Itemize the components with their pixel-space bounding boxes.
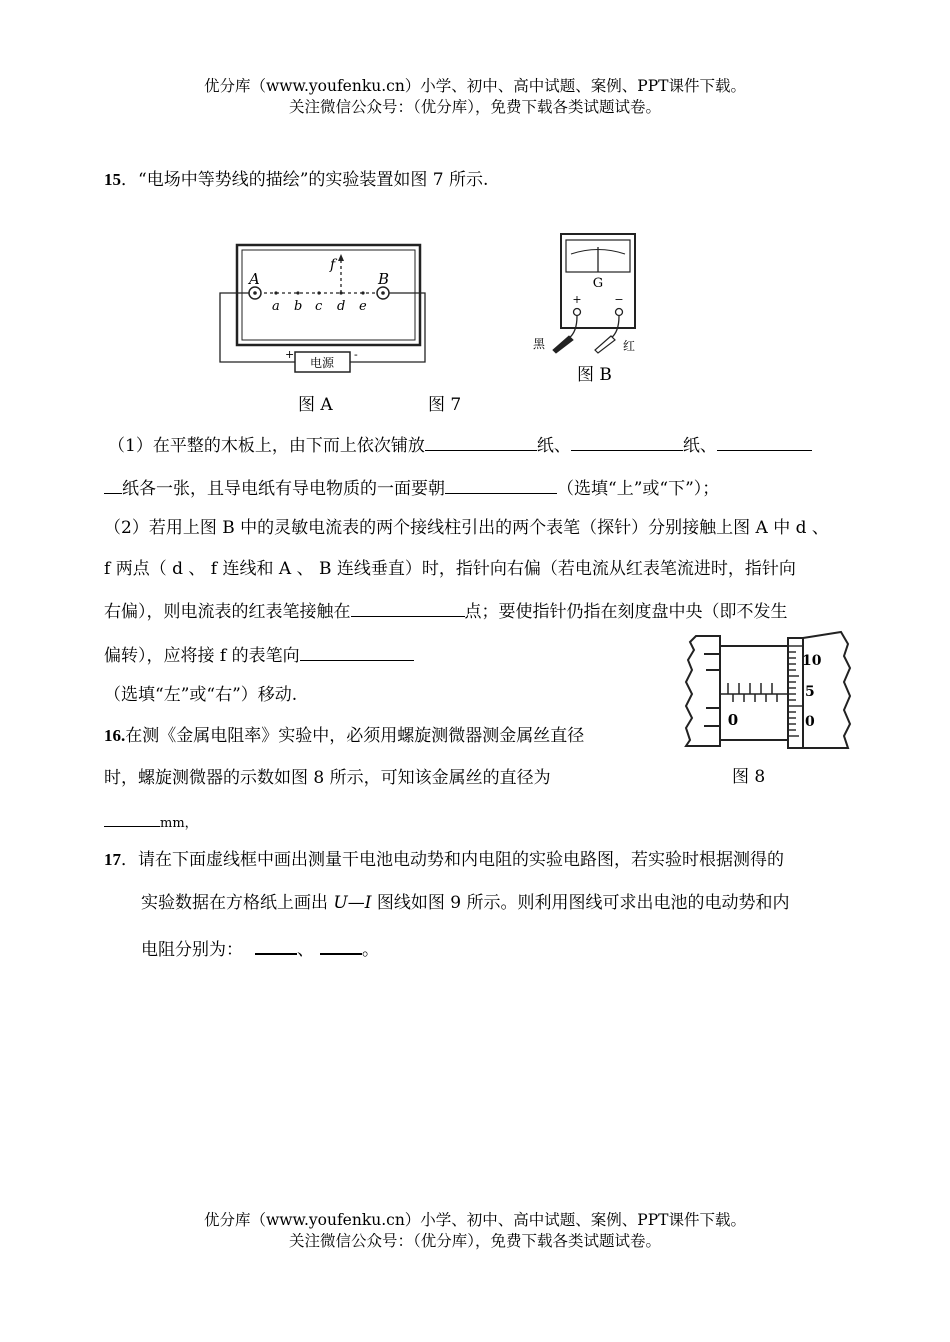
answer-blank[interactable]	[104, 477, 122, 494]
label-e: e	[359, 299, 367, 314]
answer-blank[interactable]	[104, 814, 160, 827]
figure-8-micrometer	[678, 628, 853, 756]
q15-part2-line4	[104, 644, 414, 668]
label-b: b	[294, 299, 303, 314]
q15-p2-text-d: 点；要使指针仍指在刻度盘中央（即不发生	[464, 602, 788, 622]
answer-blank[interactable]	[300, 644, 414, 661]
q15-p2-text-e: 偏转），应将接 f 的表笔向	[104, 646, 300, 666]
thimble-label-0: 0	[805, 714, 815, 730]
q15-part2-line3	[104, 600, 788, 624]
sleeve-zero: 0	[727, 711, 739, 729]
footer-line-1: 优分库（www.youfenku.cn）小学、初中、高中试题、案例、PPT课件下载。	[203, 1211, 747, 1229]
thimble-label-5: 5	[805, 684, 815, 700]
probe-black-label: 黑	[533, 337, 546, 351]
q15-part2-line2: f 两点（ d 、 f 连线和 A 、 B 连线垂直）时，指针向右偏（若电流从红表笔流进时，指针向	[104, 559, 796, 579]
power-plus: +	[285, 348, 295, 361]
q15-part1-line2	[104, 477, 719, 501]
q15-p1-text-e: （选填“上”或“下”）；	[557, 479, 720, 499]
answer-blank[interactable]	[571, 434, 683, 451]
label-A: A	[249, 270, 260, 288]
point-d-dot	[339, 291, 342, 294]
q17-line2	[141, 891, 789, 915]
q15-part2-line5: （选填“左”或“右”）移动.	[104, 685, 298, 705]
q15-title	[104, 168, 488, 192]
probe-black	[553, 336, 573, 353]
label-d: d	[337, 299, 346, 314]
figure-b-caption: 图 B	[577, 365, 612, 385]
f-arrow	[338, 254, 344, 261]
point-a-dot	[274, 291, 277, 294]
power-minus: -	[354, 348, 358, 361]
q17-text-2a: 实验数据在方格纸上画出	[141, 893, 334, 913]
point-e-dot	[361, 291, 364, 294]
thimble-label-10: 10	[802, 653, 822, 669]
terminal-plus-label: +	[572, 293, 582, 306]
answer-blank[interactable]	[320, 937, 362, 955]
q16-line1	[104, 724, 584, 748]
frame-left	[686, 636, 720, 746]
q15-part2-line1: （2）若用上图 B 中的灵敏电流表的两个接线柱引出的两个表笔（探针）分别接触上图 A 中 d 、	[104, 518, 829, 538]
probe-red-label: 红	[623, 339, 636, 353]
terminal-plus	[574, 309, 581, 316]
power-supply-label: 电源	[309, 356, 335, 370]
answer-blank[interactable]	[255, 937, 297, 955]
header-line-1: 优分库（www.youfenku.cn）小学、初中、高中试题、案例、PPT课件下载。	[203, 77, 747, 95]
q17-line1	[104, 848, 784, 872]
probe-red	[595, 336, 615, 353]
q16-number: 16.	[104, 726, 126, 745]
q17-symbol-i: I	[364, 893, 372, 913]
header-line-2: 关注微信公众号：（优分库），免费下载各类试题试卷。	[288, 98, 661, 116]
q15-part1-line1	[108, 434, 812, 458]
label-c: c	[315, 299, 323, 314]
q17-text-3a: 电阻分别为：	[141, 940, 243, 960]
label-B: B	[378, 270, 390, 288]
board-outer	[237, 245, 420, 345]
q15-p1-text-a: （1）在平整的木板上，由下而上依次铺放	[108, 436, 425, 456]
point-c-dot	[317, 291, 320, 294]
q17-text-end: 。	[362, 940, 379, 960]
figure-a-diagram	[215, 240, 435, 375]
q17-text-2b: 图线如图 9 所示。则利用图线可求出电池的电动势和内	[371, 893, 790, 913]
figure-a-caption: 图 A	[298, 395, 333, 415]
answer-blank[interactable]	[425, 434, 537, 451]
q15-p1-text-d: 纸各一张，且导电纸有导电物质的一面要朝	[122, 479, 445, 499]
q17-line3	[141, 937, 379, 962]
q16-line3	[104, 812, 198, 836]
answer-blank[interactable]	[445, 477, 557, 494]
q17-dash: —	[347, 893, 365, 913]
answer-blank[interactable]	[351, 600, 465, 617]
meter-label-g: G	[592, 276, 604, 291]
q15-number: 15	[104, 170, 121, 189]
footer-line-2: 关注微信公众号：（优分库），免费下载各类试题试卷。	[288, 1232, 661, 1250]
figure-8-caption: 图 8	[732, 767, 766, 787]
q16-unit: mm，	[160, 816, 198, 831]
label-f: f	[330, 257, 336, 273]
wire-left	[220, 293, 295, 362]
point-b-dot	[296, 291, 299, 294]
terminal-minus-label: −	[614, 293, 624, 306]
answer-blank[interactable]	[717, 434, 812, 451]
thimble	[788, 638, 803, 748]
q15-title-text: ．“电场中等势线的描绘”的实验装置如图 7 所示.	[121, 170, 489, 190]
q17-text-1: ．请在下面虚线框中画出测量干电池电动势和内电阻的实验电路图，若实验时根据测得的	[121, 850, 784, 870]
electrode-b-dot	[381, 291, 385, 295]
q15-p1-text-b: 纸、	[536, 436, 571, 456]
figure-b-galvanometer	[533, 232, 648, 360]
q17-symbol-u: U	[333, 893, 348, 913]
figure-7-caption: 图 7	[428, 395, 462, 415]
q16-line2: 时，螺旋测微器的示数如图 8 所示，可知该金属丝的直径为	[104, 768, 551, 788]
label-a: a	[272, 299, 280, 314]
q15-p2-text-c: 右偏），则电流表的红表笔接触在	[104, 602, 351, 622]
q17-number: 17	[104, 850, 121, 869]
q15-p1-text-c: 纸、	[682, 436, 717, 456]
q17-separator: 、	[297, 940, 314, 960]
electrode-a-dot	[253, 291, 257, 295]
terminal-minus	[616, 309, 623, 316]
q16-text-1: 在测《金属电阻率》实验中，必须用螺旋测微器测金属丝直径	[125, 726, 585, 746]
